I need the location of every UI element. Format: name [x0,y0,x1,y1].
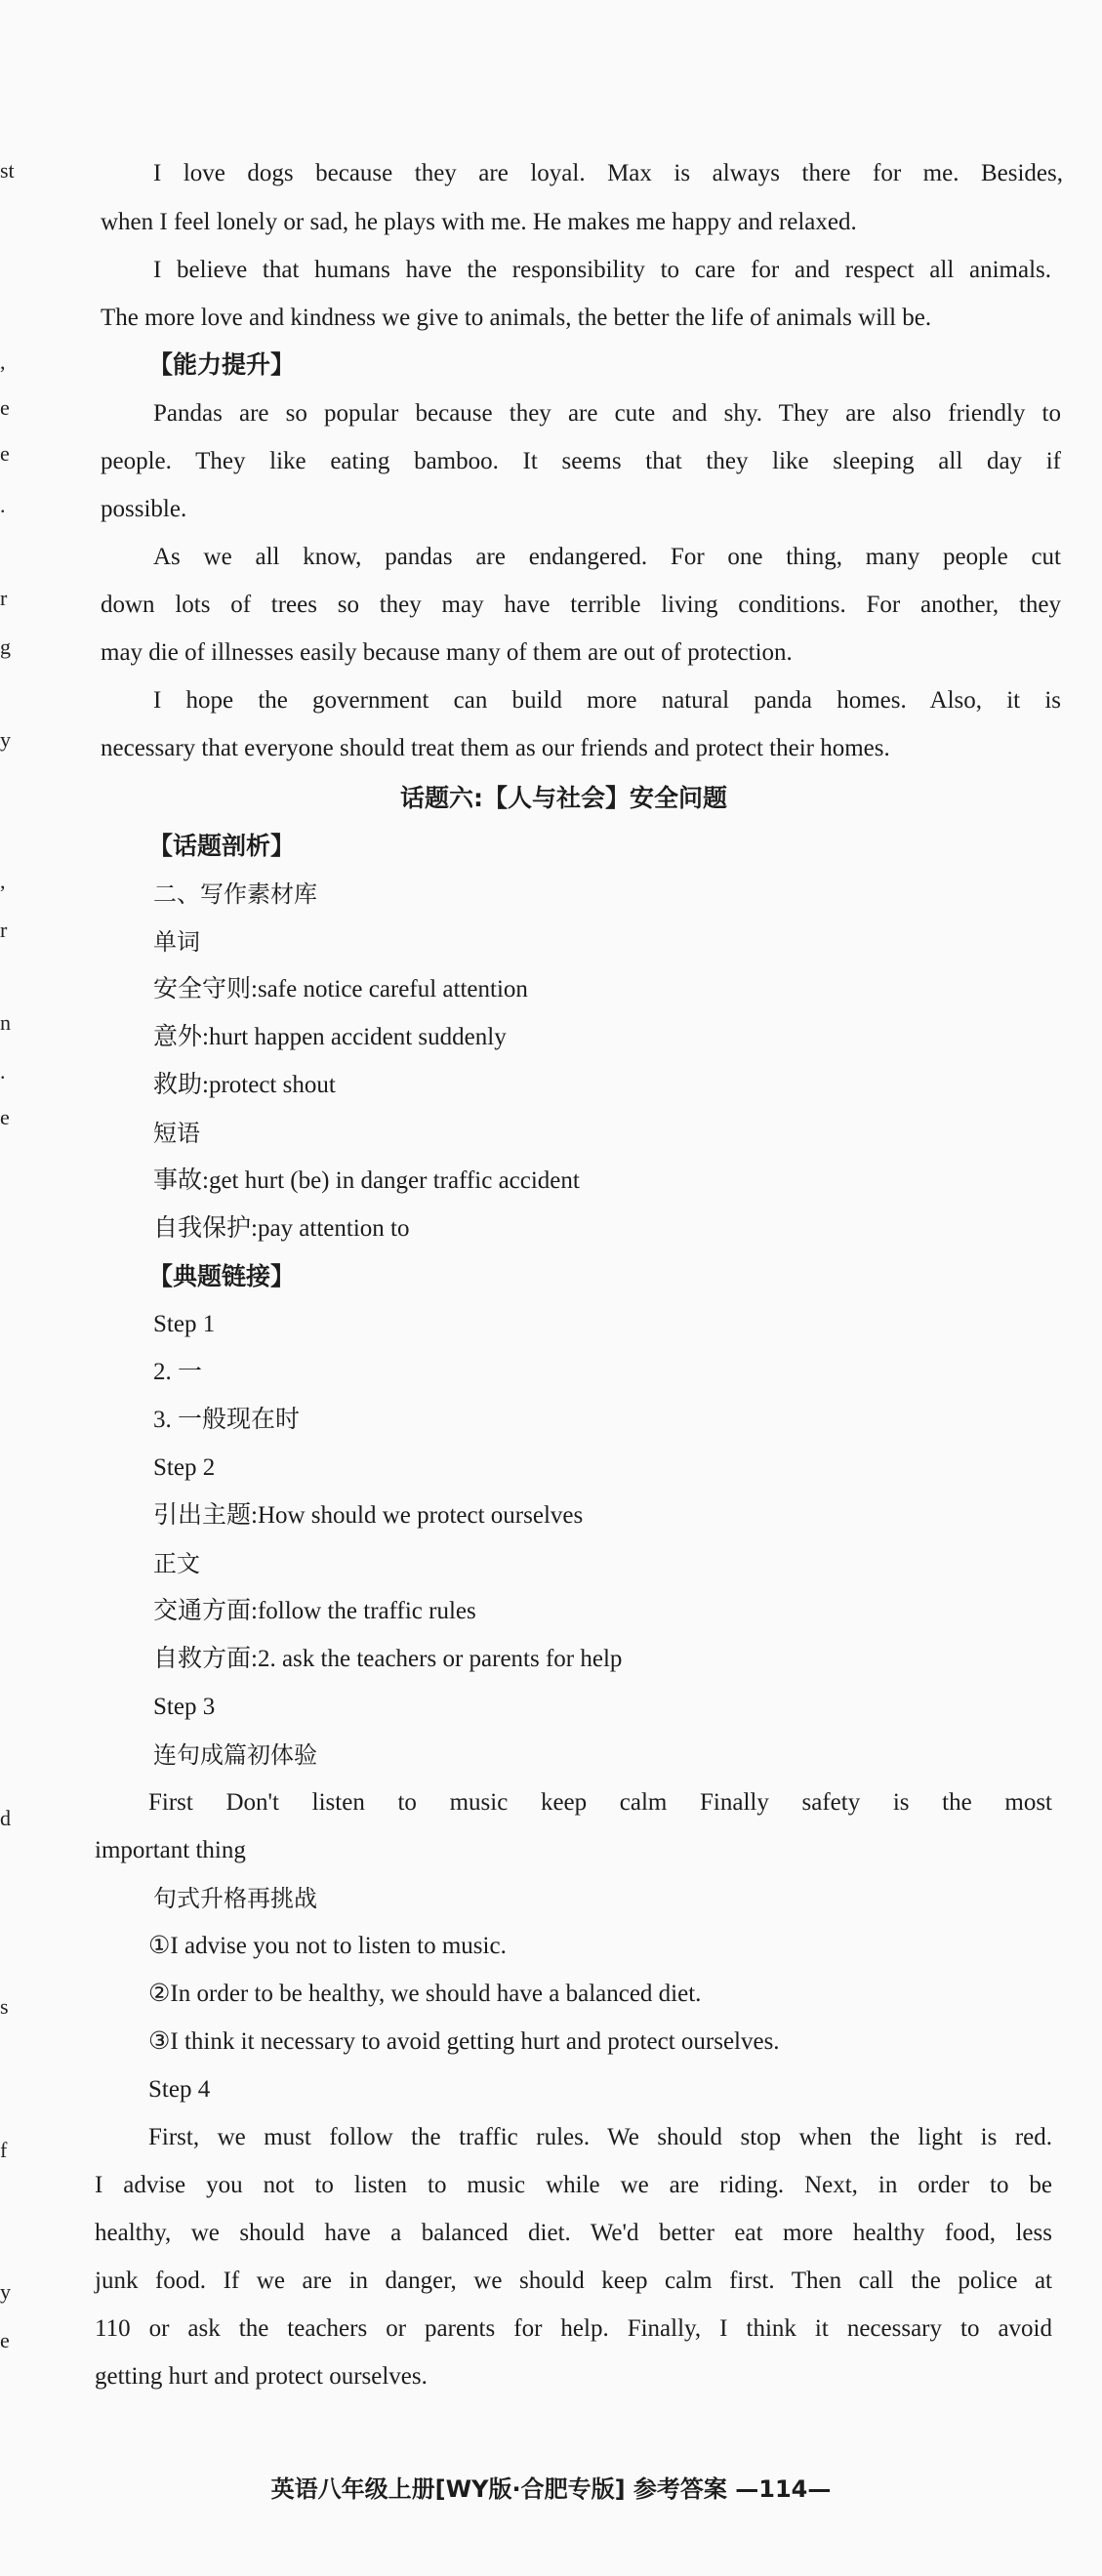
item-line: 连句成篇初体验 [153,1741,317,1769]
item-line: 引出主题:How should we protect ourselves [153,1502,584,1529]
edge-fragment: y [0,727,11,752]
paragraph-line: I hope the government can build more natural panda homes. Also, it is [153,687,1061,714]
left-page-edge [0,0,23,2576]
paragraph-line: necessary that everyone should treat them as our friends and protect their homes. [101,735,890,761]
paragraph-line: As we all know, pandas are endangered. For one thing, many people cut [153,544,1061,570]
paragraph-line: important thing [95,1837,246,1863]
paragraph-line: I advise you not to listen to music while we are riding. Next, in order to be [95,2172,1052,2198]
edge-fragment: n [0,1010,11,1035]
section-heading: 【典题链接】 [148,1262,296,1290]
edge-fragment: d [0,1806,11,1830]
item-line: 短语 [153,1120,200,1147]
item-line: 3. 一般现在时 [153,1407,301,1433]
item-line: Step 2 [153,1454,216,1481]
paragraph-line: possible. [101,496,187,522]
edge-fragment: r [0,586,8,610]
paragraph-line: Pandas are so popular because they are cute and shy. They are also friendly to [153,400,1061,427]
section-heading: 【话题剖析】 [148,832,296,860]
paragraph-line: getting hurt and protect ourselves. [95,2363,428,2390]
page-footer: 英语八年级上册[WY版·合肥专版] 参考答案 —114— [270,2475,832,2503]
edge-fragment: e [0,441,10,466]
item-line: 交通方面:follow the traffic rules [153,1598,476,1624]
item-line: Step 3 [153,1694,216,1720]
paragraph-line: 110 or ask the teachers or parents for help. Finally, I think it necessary to avoid [95,2315,1052,2342]
item-line: Step 1 [153,1311,216,1337]
paragraph-line: I believe that humans have the responsibility to care for and respect all animals. [153,257,1051,283]
item-line: 救助:protect shout [153,1072,336,1098]
item-line: 单词 [153,928,200,956]
paragraph-line: junk food. If we are in danger, we should keep calm first. Then call the police at [95,2268,1052,2294]
edge-fragment: s [0,1994,9,2019]
paragraph-line: healthy, we should have a balanced diet. We'd better eat more healthy food, less [95,2220,1052,2246]
edge-fragment: y [0,2279,11,2304]
item-line: 2. 一 [153,1359,203,1385]
paragraph-line: The more love and kindness we give to animals, the better the life of animals will be. [101,305,932,331]
item-line: ②In order to be healthy, we should have a balanced diet. [148,1981,702,2007]
item-line: 二、写作素材库 [153,880,317,908]
paragraph-line: people. They like eating bamboo. It seems that they like sleeping all day if [101,448,1061,474]
item-line: ①I advise you not to listen to music. [148,1933,507,1959]
edge-fragment: e [0,2328,10,2352]
paragraph-line: when I feel lonely or sad, he plays with me. He makes me happy and relaxed. [101,209,857,235]
paragraph-line: down lots of trees so they may have terrible living conditions. For another, they [101,592,1061,618]
topic-title: 话题六:【人与社会】安全问题 [400,784,727,812]
edge-fragment: , [0,869,6,893]
paragraph-line: may die of illnesses easily because many of them are out of protection. [101,639,793,666]
item-line: 自我保护:pay attention to [153,1215,410,1242]
item-line: ③I think it necessary to avoid getting hurt and protect ourselves. [148,2028,780,2055]
edge-fragment: , [0,349,6,374]
edge-fragment: . [0,493,6,517]
edge-fragment: r [0,918,8,942]
item-line: 正文 [153,1550,200,1577]
edge-fragment: g [0,634,11,659]
item-line: 事故:get hurt (be) in danger traffic accident [153,1167,580,1194]
edge-fragment: e [0,1105,10,1129]
item-line: 自救方面:2. ask the teachers or parents for help [153,1646,623,1672]
item-line: 句式升格再挑战 [153,1885,317,1912]
paragraph-line: I love dogs because they are loyal. Max is always there for me. Besides, [153,160,1063,186]
paragraph-line: First Don't listen to music keep calm Finally safety is the most [148,1789,1052,1816]
paragraph-line: First, we must follow the traffic rules. We should stop when the light is red. [148,2124,1052,2150]
section-heading: 【能力提升】 [148,350,296,379]
edge-fragment: st [0,158,15,183]
item-line: 意外:hurt happen accident suddenly [153,1024,507,1050]
item-line: 安全守则:safe notice careful attention [153,976,528,1002]
edge-fragment: e [0,395,10,420]
edge-fragment: . [0,1059,6,1084]
edge-fragment: f [0,2138,8,2162]
item-line: Step 4 [148,2076,211,2103]
